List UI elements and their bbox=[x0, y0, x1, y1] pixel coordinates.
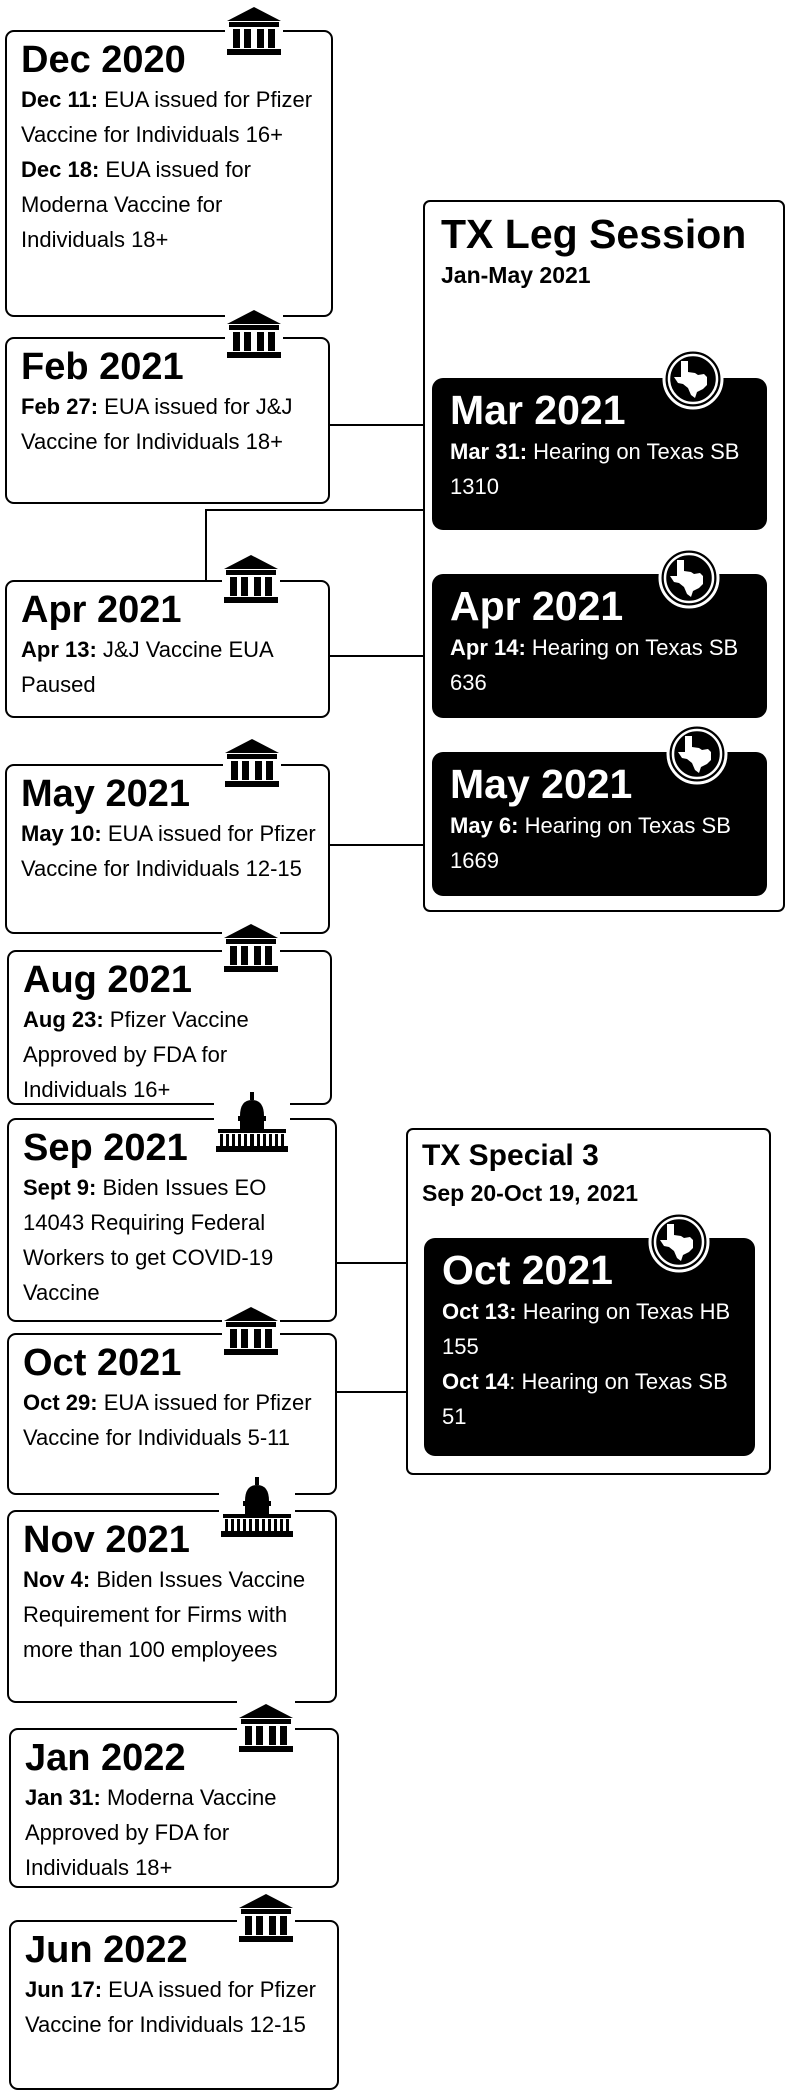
texas-state-icon bbox=[657, 546, 721, 610]
texas-state-icon bbox=[647, 1210, 711, 1274]
event-title: Feb 2021 bbox=[21, 346, 184, 388]
federal-event-apr-2021 bbox=[5, 580, 330, 718]
texas-state-icon bbox=[661, 347, 725, 411]
event-title: Dec 2020 bbox=[21, 39, 186, 81]
event-text: Dec 18: EUA issued for Moderna Vaccine for Individuals 18+ bbox=[21, 157, 251, 252]
event-text: Nov 4: Biden Issues Vaccine Requirement for Firms with more than 100 employees bbox=[23, 1567, 306, 1662]
event-text: Jan 31: Moderna Vaccine Approved by FDA for Individuals 18+ bbox=[25, 1785, 277, 1880]
event-text: Apr 14: Hearing on Texas SB 636 bbox=[450, 635, 739, 695]
event-text: Oct 29: EUA issued for Pfizer Vaccine for Individuals 5-11 bbox=[23, 1390, 312, 1450]
event-text: Jun 17: EUA issued for Pfizer Vaccine for Individuals 12-15 bbox=[25, 1977, 317, 2037]
event-text: Sept 9: Biden Issues EO 14043 Requiring Federal Workers to get COVID-19 Vaccine bbox=[23, 1175, 274, 1305]
event-text: Oct 14: Hearing on Texas SB 51 bbox=[442, 1369, 728, 1429]
event-title: Nov 2021 bbox=[23, 1519, 190, 1561]
event-text: Feb 27: EUA issued for J&J Vaccine for Individuals 18+ bbox=[21, 394, 293, 454]
event-text: May 10: EUA issued for Pfizer Vaccine for Individuals 12-15 bbox=[21, 821, 316, 881]
session-dates: Jan-May 2021 bbox=[441, 262, 591, 288]
event-title: Mar 2021 bbox=[450, 387, 626, 433]
event-title: Jan 2022 bbox=[25, 1737, 186, 1779]
session-dates: Sep 20-Oct 19, 2021 bbox=[422, 1180, 639, 1206]
federal-event-jun-2022 bbox=[9, 1920, 339, 2090]
event-text: Dec 11: EUA issued for Pfizer Vaccine for Individuals 16+ bbox=[21, 87, 313, 147]
federal-agency-building-icon bbox=[222, 551, 280, 605]
federal-agency-building-icon bbox=[222, 1303, 280, 1357]
event-title: Apr 2021 bbox=[21, 589, 182, 631]
event-title: Jun 2022 bbox=[25, 1929, 188, 1971]
session-title: TX Special 3 bbox=[422, 1139, 599, 1172]
texas-state-icon bbox=[665, 722, 729, 786]
event-title: May 2021 bbox=[21, 773, 191, 815]
event-text: May 6: Hearing on Texas SB 1669 bbox=[450, 813, 731, 873]
federal-agency-building-icon bbox=[225, 306, 283, 360]
event-title: May 2021 bbox=[450, 761, 633, 807]
capitol-building-icon bbox=[214, 1092, 290, 1154]
federal-event-dec-2020 bbox=[5, 30, 333, 317]
event-text: Apr 13: J&J Vaccine EUA Paused bbox=[21, 637, 273, 697]
federal-event-aug-2021 bbox=[7, 950, 332, 1105]
federal-agency-building-icon bbox=[237, 1890, 295, 1944]
event-title: Sep 2021 bbox=[23, 1127, 188, 1169]
event-text: Oct 13: Hearing on Texas HB 155 bbox=[442, 1299, 731, 1359]
federal-agency-building-icon bbox=[222, 920, 280, 974]
federal-event-feb-2021 bbox=[5, 337, 330, 504]
federal-agency-building-icon bbox=[225, 3, 283, 57]
event-title: Apr 2021 bbox=[450, 583, 624, 629]
event-title: Oct 2021 bbox=[23, 1342, 182, 1384]
event-text: Mar 31: Hearing on Texas SB 1310 bbox=[450, 439, 740, 499]
federal-agency-building-icon bbox=[223, 735, 281, 789]
federal-event-may-2021 bbox=[5, 764, 330, 934]
event-text: Aug 23: Pfizer Vaccine Approved by FDA for Individuals 16+ bbox=[23, 1007, 249, 1102]
federal-agency-building-icon bbox=[237, 1700, 295, 1754]
session-title: TX Leg Session bbox=[441, 211, 747, 257]
event-title: Aug 2021 bbox=[23, 959, 192, 1001]
federal-event-oct-2021 bbox=[7, 1333, 337, 1495]
capitol-building-icon bbox=[219, 1477, 295, 1539]
event-title: Oct 2021 bbox=[442, 1247, 613, 1293]
